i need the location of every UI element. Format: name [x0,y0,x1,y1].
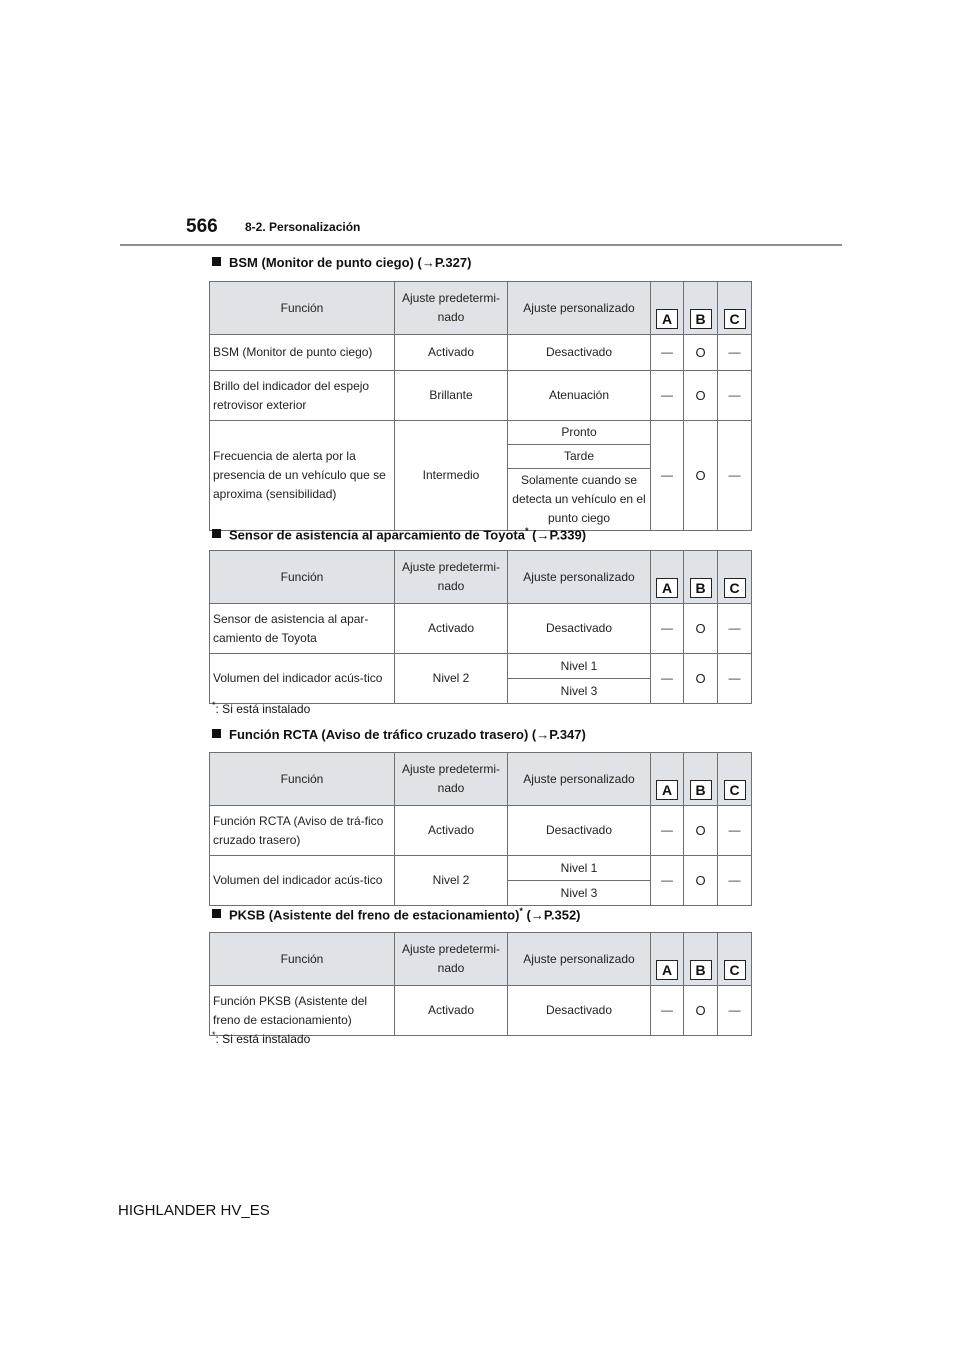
table-row [210,421,752,445]
cell-personalizado: Nivel 1 [508,654,651,679]
header-letter-c: C [718,933,752,986]
cell-mark-b: O [684,421,718,531]
cell-personalizado: Desactivado [508,335,651,371]
cell-personalizado: Tarde [508,445,651,469]
cell-mark-b: O [684,335,718,371]
cell-predeterminado: Brillante [395,371,508,421]
header-ajuste-personalizado: Ajuste personalizado [508,933,651,986]
cell-personalizado: Nivel 1 [508,856,651,881]
footnote: *: Si está instalado [212,700,311,716]
table-row [210,654,752,679]
cell-predeterminado: Nivel 2 [395,856,508,906]
cell-funcion: Sensor de asistencia al apar-camiento de Toyota [210,604,395,654]
cell-mark-a: — [651,654,684,704]
cell-mark-a: — [651,986,684,1036]
footer-model-name: HIGHLANDER HV_ES [118,1202,270,1219]
cell-funcion: Función PKSB (Asistente del freno de estacionamiento) [210,986,395,1036]
cell-funcion: BSM (Monitor de punto ciego) [210,335,395,371]
cell-personalizado: Nivel 3 [508,881,651,906]
header-ajuste-personalizado: Ajuste personalizado [508,753,651,806]
header-funcion: Función [210,282,395,335]
cell-predeterminado: Activado [395,806,508,856]
table-row [210,806,752,856]
cell-personalizado: Atenuación [508,371,651,421]
cell-personalizado: Desactivado [508,604,651,654]
table-header-row [210,753,752,806]
cell-mark-c: — [718,335,752,371]
header-letter-b: B [684,933,718,986]
header-letter-a: A [651,282,684,335]
cell-mark-b: O [684,654,718,704]
cell-mark-a: — [651,806,684,856]
settings-table-rcta [209,752,752,906]
header-letter-c: C [718,282,752,335]
settings-table-sensor [209,550,752,704]
table-row [210,371,752,421]
header-letter-a: A [651,933,684,986]
header-funcion: Función [210,933,395,986]
cell-mark-c: — [718,806,752,856]
header-letter-b: B [684,282,718,335]
table-row [210,986,752,1036]
cell-mark-a: — [651,335,684,371]
header-ajuste-predeterminado: Ajuste predetermi-nado [395,933,508,986]
cell-mark-c: — [718,421,752,531]
header-ajuste-predeterminado: Ajuste predetermi-nado [395,551,508,604]
table-header-row [210,282,752,335]
page-number: 566 [186,216,218,237]
header-ajuste-predeterminado: Ajuste predetermi-nado [395,282,508,335]
cell-predeterminado: Activado [395,986,508,1036]
square-bullet-icon [212,257,221,266]
cell-mark-a: — [651,856,684,906]
table-row [210,335,752,371]
section-heading-bsm: BSM (Monitor de punto ciego) (→P.327) [212,255,471,270]
header-letter-a: A [651,753,684,806]
cell-mark-a: — [651,421,684,531]
section-label: 8-2. Personalización [245,220,361,234]
table-row [210,604,752,654]
cell-predeterminado: Nivel 2 [395,654,508,704]
header-ajuste-personalizado: Ajuste personalizado [508,551,651,604]
cell-mark-b: O [684,604,718,654]
cell-mark-b: O [684,371,718,421]
cell-personalizado: Desactivado [508,986,651,1036]
cell-funcion: Frecuencia de alerta por la presencia de un vehículo que se aproxima (sensibilidad) [210,421,395,531]
cell-mark-c: — [718,986,752,1036]
cell-mark-b: O [684,806,718,856]
header-letter-c: C [718,551,752,604]
header-funcion: Función [210,551,395,604]
cell-personalizado: Solamente cuando se detecta un vehículo en el punto ciego [508,469,651,531]
cell-personalizado: Pronto [508,421,651,445]
cell-mark-c: — [718,856,752,906]
cell-mark-c: — [718,371,752,421]
header-ajuste-personalizado: Ajuste personalizado [508,282,651,335]
cell-predeterminado: Activado [395,604,508,654]
header-letter-b: B [684,753,718,806]
cell-predeterminado: Activado [395,335,508,371]
table-header-row [210,933,752,986]
cell-mark-a: — [651,371,684,421]
cell-mark-a: — [651,604,684,654]
cell-funcion: Volumen del indicador acús-tico [210,654,395,704]
table-row [210,856,752,881]
cell-mark-b: O [684,986,718,1036]
cell-funcion: Función RCTA (Aviso de trá-fico cruzado trasero) [210,806,395,856]
header-letter-c: C [718,753,752,806]
cell-mark-c: — [718,654,752,704]
table-header-row [210,551,752,604]
header-letter-a: A [651,551,684,604]
header-divider [120,244,842,246]
cell-mark-c: — [718,604,752,654]
cell-predeterminado: Intermedio [395,421,508,531]
section-heading-sensor: Sensor de asistencia al aparcamiento de Toyota* (→P.339) [212,526,586,542]
cell-personalizado: Desactivado [508,806,651,856]
section-heading-pksb: PKSB (Asistente del freno de estacionamiento)* (→P.352) [212,906,581,922]
footnote: *: Si está instalado [212,1030,311,1046]
settings-table-bsm [209,281,752,531]
header-funcion: Función [210,753,395,806]
cell-funcion: Brillo del indicador del espejo retrovisor exterior [210,371,395,421]
square-bullet-icon [212,729,221,738]
settings-table-pksb [209,932,752,1036]
cell-personalizado: Nivel 3 [508,679,651,704]
section-heading-rcta: Función RCTA (Aviso de tráfico cruzado trasero) (→P.347) [212,727,586,742]
cell-funcion: Volumen del indicador acús-tico [210,856,395,906]
square-bullet-icon [212,909,221,918]
cell-mark-b: O [684,856,718,906]
header-letter-b: B [684,551,718,604]
header-ajuste-predeterminado: Ajuste predetermi-nado [395,753,508,806]
square-bullet-icon [212,529,221,538]
